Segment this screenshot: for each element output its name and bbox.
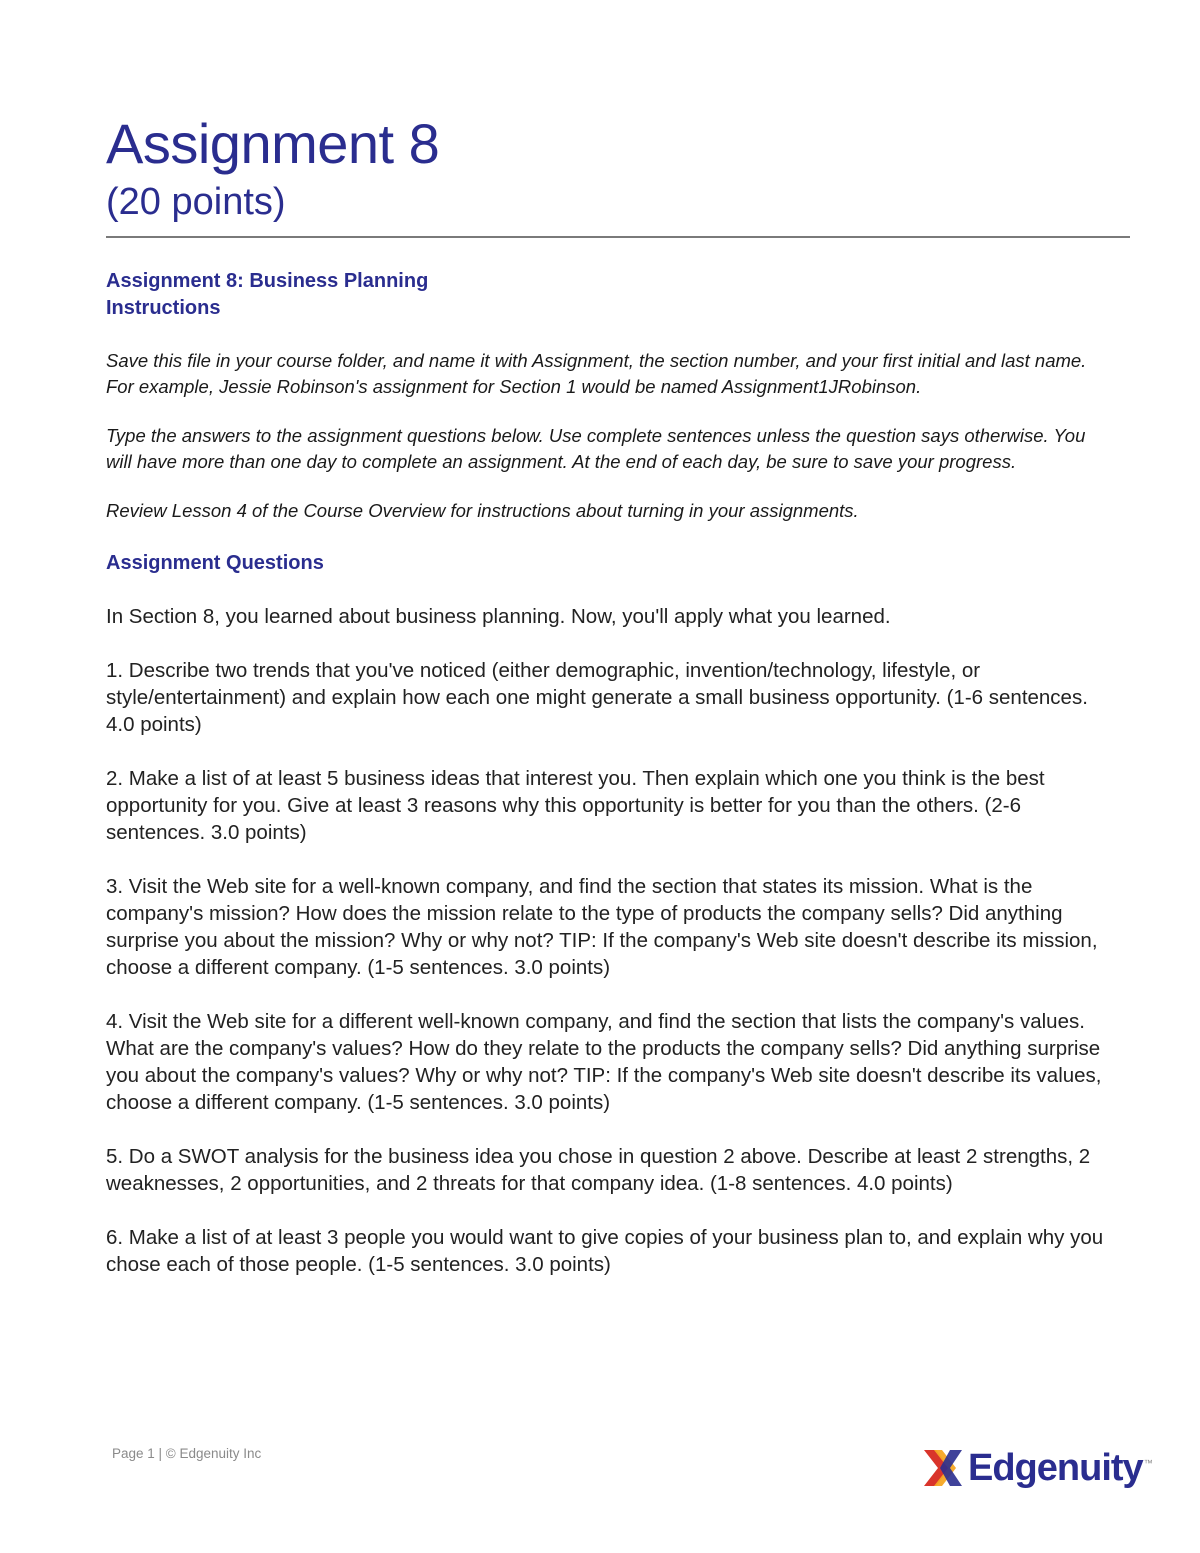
instructions-heading: Instructions <box>106 297 221 319</box>
trademark-mark: ™ <box>1143 1458 1153 1468</box>
assignment-heading: Assignment 8: Business Planning <box>106 270 429 292</box>
questions-heading: Assignment Questions <box>106 551 324 574</box>
title-block <box>106 112 1130 224</box>
question-item: 4. Visit the Web site for a different well-known company, and find the section that lists the company's values. What are the company's values? How do they relate to the products the company sells? Did anything surprise you about the company's values? Why or why not? TIP: If the company's Web site doesn't describe its values, choose a different company. (1-5 sentences. 3.0 points) <box>106 1009 1102 1114</box>
question-item: 6. Make a list of at least 3 people you would want to give copies of your business plan to, and explain why you chose each of those people. (1-5 sentences. 3.0 points) <box>106 1225 1104 1276</box>
edgenuity-x-logo-icon <box>920 1448 964 1488</box>
document-content <box>106 268 1106 1278</box>
question-item: 2. Make a list of at least 5 business ideas that interest you. Then explain which one you think is the best opportunity for you. Give at least 3 reasons why this opportunity is better for you than the others. (2-6 sentences. 3.0 points) <box>106 766 1045 844</box>
logo-wordmark: Edgenuity <box>968 1447 1143 1489</box>
page-title: Assignment 8 <box>106 112 440 175</box>
questions-intro: In Section 8, you learned about business planning. Now, you'll apply what you learned. <box>106 604 891 628</box>
title-divider <box>106 236 1130 238</box>
points-subtitle: (20 points) <box>106 181 286 223</box>
instruction-paragraph: Review Lesson 4 of the Course Overview for instructions about turning in your assignments. <box>106 500 859 521</box>
question-item: 5. Do a SWOT analysis for the business idea you chose in question 2 above. Describe at least 2 strengths, 2 weaknesses, 2 opportunities, and 2 threats for that company idea. (1-8 sentences. 4.0 points) <box>106 1144 1091 1195</box>
instruction-paragraph: Save this file in your course folder, and name it with Assignment, the section number, and your first initial and last name. For example, Jessie Robinson's assignment for Section 1 would be named Assignment1JRobinson. <box>106 350 1087 397</box>
edgenuity-logo <box>920 1444 1153 1492</box>
question-item: 3. Visit the Web site for a well-known company, and find the section that states its mission. What is the company's mission? How does the mission relate to the type of products the company sells? Did anything surprise you about the mission? Why or why not? TIP: If the company's Web site doesn't describe its mission, choose a different company. (1-5 sentences. 3.0 points) <box>106 874 1098 979</box>
instruction-paragraph: Type the answers to the assignment questions below. Use complete sentences unless the question says otherwise. You will have more than one day to complete an assignment. At the end of each day, be sure to save your progress. <box>106 425 1086 472</box>
question-item: 1. Describe two trends that you've noticed (either demographic, invention/technology, lifestyle, or style/entertainment) and explain how each one might generate a small business opportunity. (1-6 sentences. 4.0 points) <box>106 658 1088 736</box>
page-footer: Page 1 | © Edgenuity Inc <box>112 1446 262 1461</box>
